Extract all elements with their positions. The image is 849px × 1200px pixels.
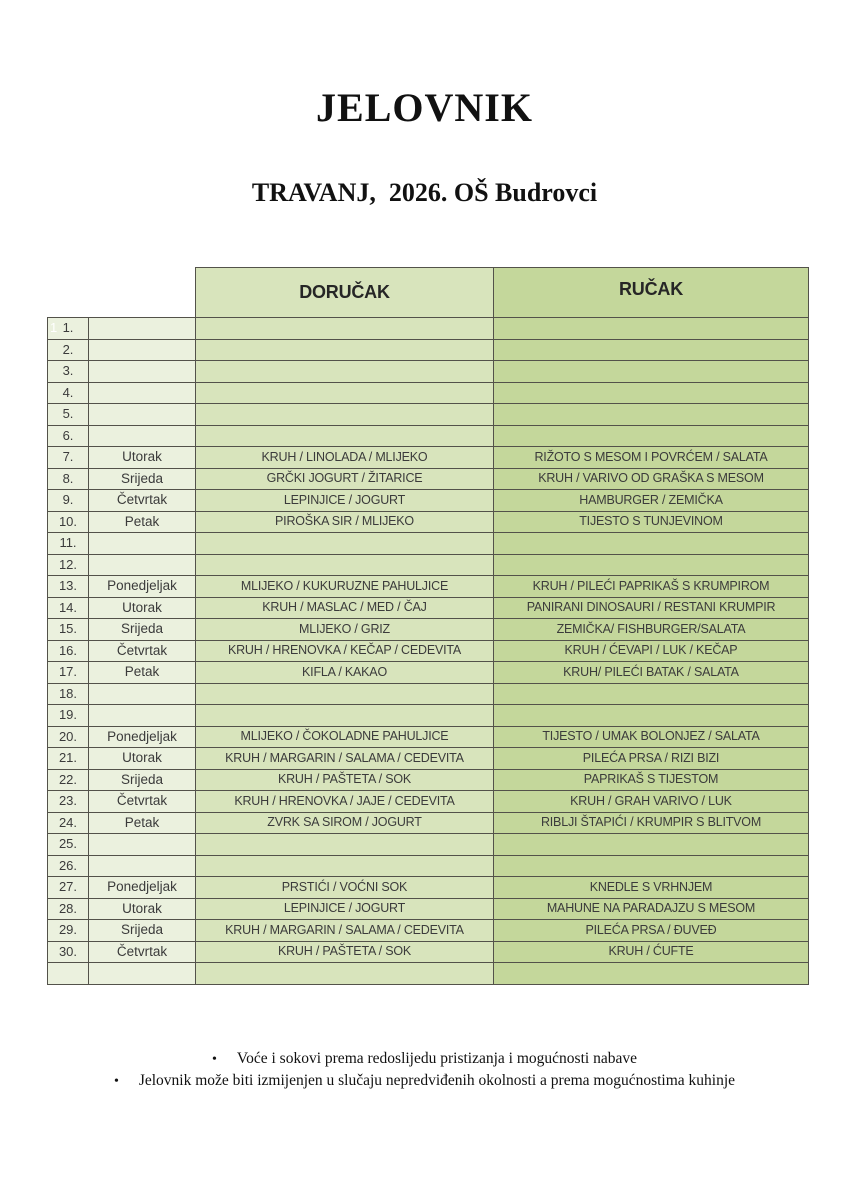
bullet-icon: • <box>212 1052 217 1067</box>
table-row <box>48 619 809 641</box>
day-cell: Ponedjeljak <box>89 877 196 899</box>
day-cell: Petak <box>89 511 196 533</box>
breakfast-cell <box>196 533 494 555</box>
breakfast-column-header: DORUČAK <box>196 268 494 318</box>
lunch-cell: PANIRANI DINOSAURI / RESTANI KRUMPIR <box>494 597 809 619</box>
breakfast-cell <box>196 834 494 856</box>
row-number-cell: 20. <box>48 726 89 748</box>
lunch-cell: PAPRIKAŠ S TIJESTOM <box>494 769 809 791</box>
breakfast-cell: MLIJEKO / KUKURUZNE PAHULJICE <box>196 576 494 598</box>
lunch-cell <box>494 382 809 404</box>
menu-table-body <box>48 318 809 985</box>
table-row <box>48 812 809 834</box>
row-number-cell: 28. <box>48 898 89 920</box>
breakfast-cell: PRSTIĆI / VOĆNI SOK <box>196 877 494 899</box>
footer-note-text: Jelovnik može biti izmijenjen u slučaju nepredviđenih okolnosti a prema mogućnostima kuhinje <box>138 1072 736 1089</box>
lunch-cell: MAHUNE NA PARADAJZU S MESOM <box>494 898 809 920</box>
row-number-cell: 22. <box>48 769 89 791</box>
day-cell <box>89 554 196 576</box>
table-row <box>48 855 809 877</box>
lunch-cell <box>494 683 809 705</box>
footer-note-text: Voće i sokovi prema redoslijedu pristizanja i mogućnosti nabave <box>236 1050 637 1067</box>
table-row <box>48 318 809 340</box>
lunch-cell: PILEĆA PRSA / ĐUVEĐ <box>494 920 809 942</box>
lunch-cell <box>494 554 809 576</box>
row-number-cell: 18. <box>48 683 89 705</box>
table-row <box>48 533 809 555</box>
table-row <box>48 683 809 705</box>
breakfast-cell: KRUH / PAŠTETA / SOK <box>196 769 494 791</box>
breakfast-cell <box>196 361 494 383</box>
row-number-cell: 11. <box>48 533 89 555</box>
day-cell <box>89 361 196 383</box>
table-row <box>48 576 809 598</box>
table-row <box>48 490 809 512</box>
row-number-cell <box>48 963 89 985</box>
breakfast-cell: LEPINJICE / JOGURT <box>196 490 494 512</box>
row-number-cell: 2. <box>48 339 89 361</box>
table-header-row <box>48 268 809 318</box>
lunch-cell: KRUH / ĆUFTE <box>494 941 809 963</box>
day-cell <box>89 834 196 856</box>
row-number-cell: 19. <box>48 705 89 727</box>
day-cell <box>89 705 196 727</box>
day-cell: Četvrtak <box>89 490 196 512</box>
breakfast-cell: MLIJEKO / ČOKOLADNE PAHULJICE <box>196 726 494 748</box>
breakfast-cell <box>196 855 494 877</box>
day-cell: Srijeda <box>89 619 196 641</box>
day-cell: Utorak <box>89 748 196 770</box>
row-number-cell: 13. <box>48 576 89 598</box>
table-row <box>48 898 809 920</box>
day-cell <box>89 382 196 404</box>
lunch-cell: RIŽOTO S MESOM I POVRĆEM / SALATA <box>494 447 809 469</box>
row-number-cell: 17. <box>48 662 89 684</box>
footer-note-line <box>0 1070 849 1092</box>
day-cell <box>89 533 196 555</box>
table-row <box>48 941 809 963</box>
lunch-cell: RIBLJI ŠTAPIĆI / KRUMPIR S BLITVOM <box>494 812 809 834</box>
table-row <box>48 361 809 383</box>
row-number-cell: 4. <box>48 382 89 404</box>
breakfast-cell: KIFLA / KAKAO <box>196 662 494 684</box>
lunch-cell <box>494 855 809 877</box>
table-row <box>48 425 809 447</box>
row-number-cell: 8. <box>48 468 89 490</box>
breakfast-cell: KRUH / HRENOVKA / JAJE / CEDEVITA <box>196 791 494 813</box>
lunch-cell: TIJESTO S TUNJEVINOM <box>494 511 809 533</box>
table-row <box>48 662 809 684</box>
page-subtitle: TRAVANJ, 2026. OŠ Budrovci <box>251 178 598 207</box>
row-number-cell: 30. <box>48 941 89 963</box>
lunch-cell <box>494 705 809 727</box>
row-number-cell: 21. <box>48 748 89 770</box>
table-row <box>48 705 809 727</box>
lunch-cell: KRUH / PILEĆI PAPRIKAŠ S KRUMPIROM <box>494 576 809 598</box>
row-number-cell: 14. <box>48 597 89 619</box>
breakfast-cell: MLIJEKO / GRIZ <box>196 619 494 641</box>
row-number-cell: 26. <box>48 855 89 877</box>
day-cell: Utorak <box>89 597 196 619</box>
lunch-cell: KNEDLE S VRHNJEM <box>494 877 809 899</box>
lunch-cell: KRUH/ PILEĆI BATAK / SALATA <box>494 662 809 684</box>
table-row <box>48 339 809 361</box>
lunch-cell: KRUH / VARIVO OD GRAŠKA S MESOM <box>494 468 809 490</box>
menu-table <box>47 267 809 985</box>
row-number-cell: 12. <box>48 554 89 576</box>
row-number-cell: 25. <box>48 834 89 856</box>
breakfast-cell: KRUH / PAŠTETA / SOK <box>196 941 494 963</box>
breakfast-cell <box>196 683 494 705</box>
day-cell: Srijeda <box>89 769 196 791</box>
breakfast-cell <box>196 705 494 727</box>
day-cell: Petak <box>89 812 196 834</box>
table-row <box>48 834 809 856</box>
row-number-cell: 9. <box>48 490 89 512</box>
day-cell <box>89 683 196 705</box>
lunch-cell <box>494 425 809 447</box>
table-row <box>48 447 809 469</box>
day-cell: Četvrtak <box>89 941 196 963</box>
day-cell <box>89 425 196 447</box>
lunch-cell: HAMBURGER / ZEMIČKA <box>494 490 809 512</box>
breakfast-cell: KRUH / MASLAC / MED / ČAJ <box>196 597 494 619</box>
table-row <box>48 640 809 662</box>
table-row <box>48 963 809 985</box>
day-cell: Četvrtak <box>89 640 196 662</box>
day-cell: Ponedjeljak <box>89 726 196 748</box>
page-title: JELOVNIK <box>316 85 533 130</box>
lunch-cell: PILEĆA PRSA / RIZI BIZI <box>494 748 809 770</box>
breakfast-cell: KRUH / LINOLADA / MLIJEKO <box>196 447 494 469</box>
table-row <box>48 769 809 791</box>
day-cell: Četvrtak <box>89 791 196 813</box>
day-cell: Petak <box>89 662 196 684</box>
row-number-cell: 6. <box>48 425 89 447</box>
footer-note-line <box>0 1048 849 1070</box>
lunch-cell <box>494 361 809 383</box>
breakfast-cell: PIROŠKA SIR / MLIJEKO <box>196 511 494 533</box>
lunch-cell: TIJESTO / UMAK BOLONJEZ / SALATA <box>494 726 809 748</box>
breakfast-cell: KRUH / MARGARIN / SALAMA / CEDEVITA <box>196 920 494 942</box>
header-spacer <box>48 268 196 318</box>
row-number-cell: 29. <box>48 920 89 942</box>
row-number-cell: 10. <box>48 511 89 533</box>
lunch-cell <box>494 834 809 856</box>
table-row <box>48 404 809 426</box>
lunch-cell: ZEMIČKA/ FISHBURGER/SALATA <box>494 619 809 641</box>
day-cell <box>89 963 196 985</box>
day-cell: Utorak <box>89 898 196 920</box>
breakfast-cell: LEPINJICE / JOGURT <box>196 898 494 920</box>
day-cell: Ponedjeljak <box>89 576 196 598</box>
lunch-cell <box>494 318 809 340</box>
table-row <box>48 748 809 770</box>
day-cell: Srijeda <box>89 468 196 490</box>
breakfast-cell <box>196 554 494 576</box>
row-number-cell: 1 1. <box>48 318 89 340</box>
breakfast-cell <box>196 318 494 340</box>
breakfast-cell <box>196 339 494 361</box>
row-number-cell: 24. <box>48 812 89 834</box>
breakfast-cell <box>196 425 494 447</box>
row-number-cell: 23. <box>48 791 89 813</box>
day-cell <box>89 318 196 340</box>
bullet-icon: • <box>113 1074 119 1089</box>
table-row <box>48 791 809 813</box>
ghost-digit: 1 <box>50 320 58 336</box>
table-row <box>48 382 809 404</box>
lunch-cell <box>494 963 809 985</box>
row-number-cell: 16. <box>48 640 89 662</box>
lunch-cell <box>494 339 809 361</box>
day-cell <box>89 404 196 426</box>
lunch-cell <box>494 533 809 555</box>
breakfast-cell: ZVRK SA SIROM / JOGURT <box>196 812 494 834</box>
breakfast-cell: KRUH / MARGARIN / SALAMA / CEDEVITA <box>196 748 494 770</box>
row-number-cell: 27. <box>48 877 89 899</box>
row-number-cell: 3. <box>48 361 89 383</box>
breakfast-cell <box>196 382 494 404</box>
lunch-cell <box>494 404 809 426</box>
breakfast-cell: KRUH / HRENOVKA / KEČAP / CEDEVITA <box>196 640 494 662</box>
day-cell: Srijeda <box>89 920 196 942</box>
breakfast-cell <box>196 404 494 426</box>
table-row <box>48 468 809 490</box>
table-row <box>48 511 809 533</box>
lunch-cell: KRUH / GRAH VARIVO / LUK <box>494 791 809 813</box>
footer-notes <box>0 1048 849 1092</box>
table-row <box>48 920 809 942</box>
day-cell: Utorak <box>89 447 196 469</box>
row-number-cell: 15. <box>48 619 89 641</box>
day-cell <box>89 855 196 877</box>
table-row <box>48 877 809 899</box>
table-row <box>48 726 809 748</box>
row-number-cell: 7. <box>48 447 89 469</box>
breakfast-cell: GRČKI JOGURT / ŽITARICE <box>196 468 494 490</box>
day-cell <box>89 339 196 361</box>
table-row <box>48 597 809 619</box>
lunch-cell: KRUH / ĆEVAPI / LUK / KEČAP <box>494 640 809 662</box>
table-row <box>48 554 809 576</box>
row-number-cell: 5. <box>48 404 89 426</box>
lunch-column-header: RUČAK <box>494 268 809 318</box>
breakfast-cell <box>196 963 494 985</box>
